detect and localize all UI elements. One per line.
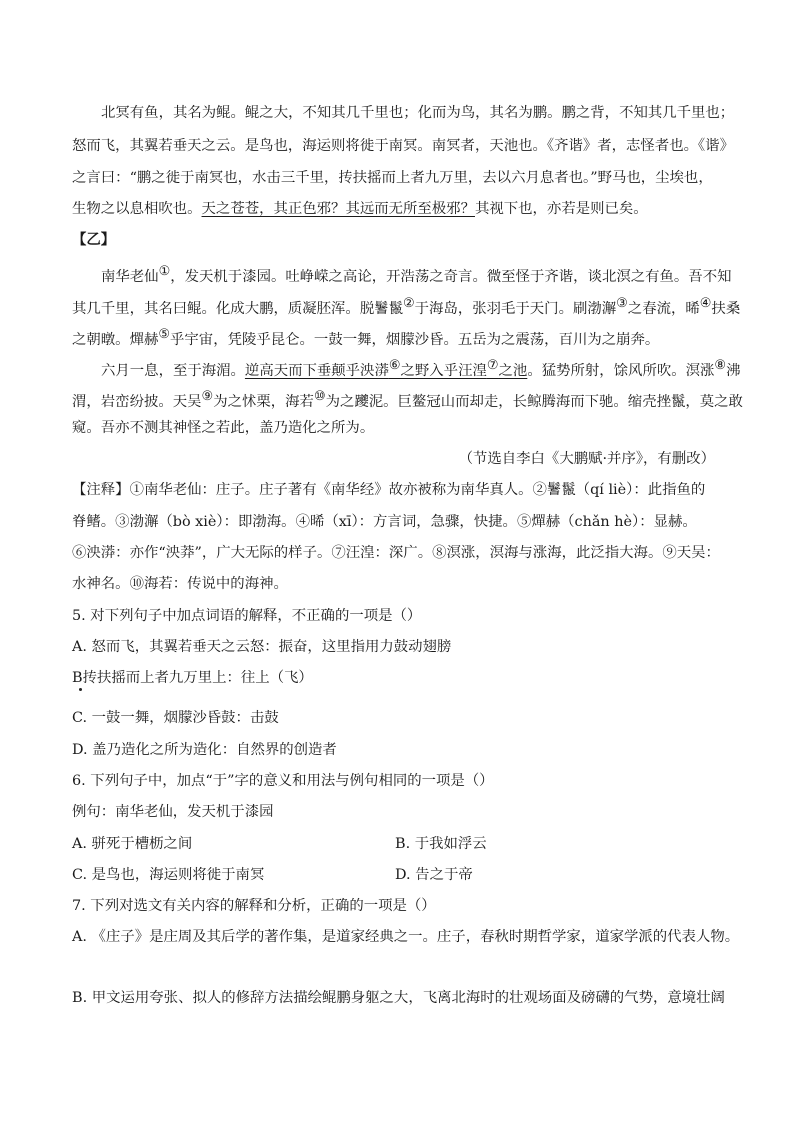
passage-yi-line-4: 六月一息，至于海湄。逆高天而下垂颠乎泱漭⑥之野入乎汪湟⑦之池。猛势所射，馀风所吹。溟涨⑧沸 [101, 358, 741, 379]
q5-option-d: D. 盖乃造化之所为造化：自然界的创造者 [72, 742, 337, 758]
passage-jia-line-1: 北冥有鱼，其名为鲲。鲲之大，不知其几千里也；化而为鸟，其名为鹏。鹏之背，不知其几千里也； [101, 105, 735, 121]
emphasis-dot [79, 688, 82, 691]
q6-option-d: D. 告之于帝 [395, 867, 473, 883]
passage-yi-line-1: 南华老仙①，发天机于漆园。吐峥嵘之高论，开浩荡之奇言。微至怪于齐谐，谈北溟之有鱼。吾不知 [101, 264, 732, 285]
q5-stem: 5. 对下列句子中加点词语的解释，不正确的一项是（） [72, 608, 422, 624]
source-citation: （节选自李白《大鹏赋·并序》，有删改） [458, 451, 715, 467]
q5-option-a: A. 怒而飞，其翼若垂天之云怒：振奋，这里指用力鼓动翅膀 [72, 639, 452, 655]
q7-option-a: A. 《庄子》是庄周及其后学的著作集，是道家经典之一。庄子，春秋时期哲学家，道家学派的代表人物。 [72, 929, 740, 945]
passage-yi-line-3: 之朝暾。燀赫⑤乎宇宙，凭陵乎昆仑。一鼓一舞，烟朦沙昏。五岳为之震荡，百川为之崩奔。 [72, 327, 660, 348]
q6-option-b: B. 于我如浮云 [395, 836, 487, 852]
passage-jia-line-4: 生物之以息相吹也。天之苍苍，其正色邪？其远而无所至极邪？其视下也，亦若是则已矣。 [72, 201, 648, 217]
q5-option-b: B抟扶摇而上者九万里上：往上（飞） [72, 670, 313, 686]
q6-stem: 6. 下列句子中，加点“于”字的意义和用法与例句相同的一项是（） [72, 773, 494, 789]
q6-example: 例句：南华老仙，发天机于漆园 [72, 804, 274, 820]
q5-option-c: C. 一鼓一舞，烟朦沙昏鼓：击鼓 [72, 710, 279, 726]
passage-yi-line-5: 渭，岩峦纷披。天吴⑨为之怵栗，海若⑩为之躨泥。巨鳌冠山而却走，长鲸腾海而下驰。缩壳挫鬣，莫之敢 [72, 389, 743, 410]
notes-line-2: 脊鳍。③渤澥（bò xiè）：即渤海。④晞（xī）：方言词，急骤，快捷。⑤燀赫（chǎn hè）：显赫。 [72, 514, 697, 530]
notes-line-3: ⑥泱漭：亦作“泱莽”，广大无际的样子。⑦汪湟：深广。⑧溟涨，溟海与涨海，此泛指大海。⑨天吴： [72, 545, 720, 561]
q7-stem: 7. 下列对选文有关内容的解释和分析，正确的一项是（） [72, 898, 436, 914]
passage-jia-line-2: 怒而飞，其翼若垂天之云。是鸟也，海运则将徙于南冥。南冥者，天池也。《齐谐》者，志怪者也。《谐》 [72, 138, 734, 154]
notes-line-1: 【注释】①南华老仙：庄子。庄子著有《南华经》故亦被称为南华真人。②鬐鬣（qí liè）：此指鱼的 [72, 482, 706, 498]
q6-option-c: C. 是鸟也，海运则将徙于南冥 [72, 867, 265, 883]
q6-option-a: A. 骈死于槽枥之间 [72, 836, 193, 852]
underlined-sentence: 逆高天而下垂颠乎泱漭⑥之野入乎汪湟⑦之池 [244, 358, 528, 379]
q7-option-b: B. 甲文运用夸张、拟人的修辞方法描绘鲲鹏身躯之大，飞离北海时的壮观场面及磅礴的气势，意境壮阔 [72, 990, 725, 1006]
passage-jia-line-3: 之言曰：“鹏之徙于南冥也，水击三千里，抟扶摇而上者九万里，去以六月息者也。”野马也，尘埃也， [72, 170, 713, 186]
passage-yi-line-6: 窥。吾亦不测其神怪之若此，盖乃造化之所为。 [72, 420, 375, 436]
section-yi-heading: 【乙】 [72, 231, 116, 248]
underlined-sentence: 天之苍苍，其正色邪？其远而无所至极邪？ [201, 201, 475, 217]
passage-yi-line-2: 其几千里，其名曰鲲。化成大鹏，质凝胚浑。脱鬐鬣②于海岛，张羽毛于天门。刷渤澥③之春流，晞④扶桑 [72, 296, 741, 317]
notes-line-4: 水神名。⑩海若：传说中的海神。 [72, 576, 288, 592]
